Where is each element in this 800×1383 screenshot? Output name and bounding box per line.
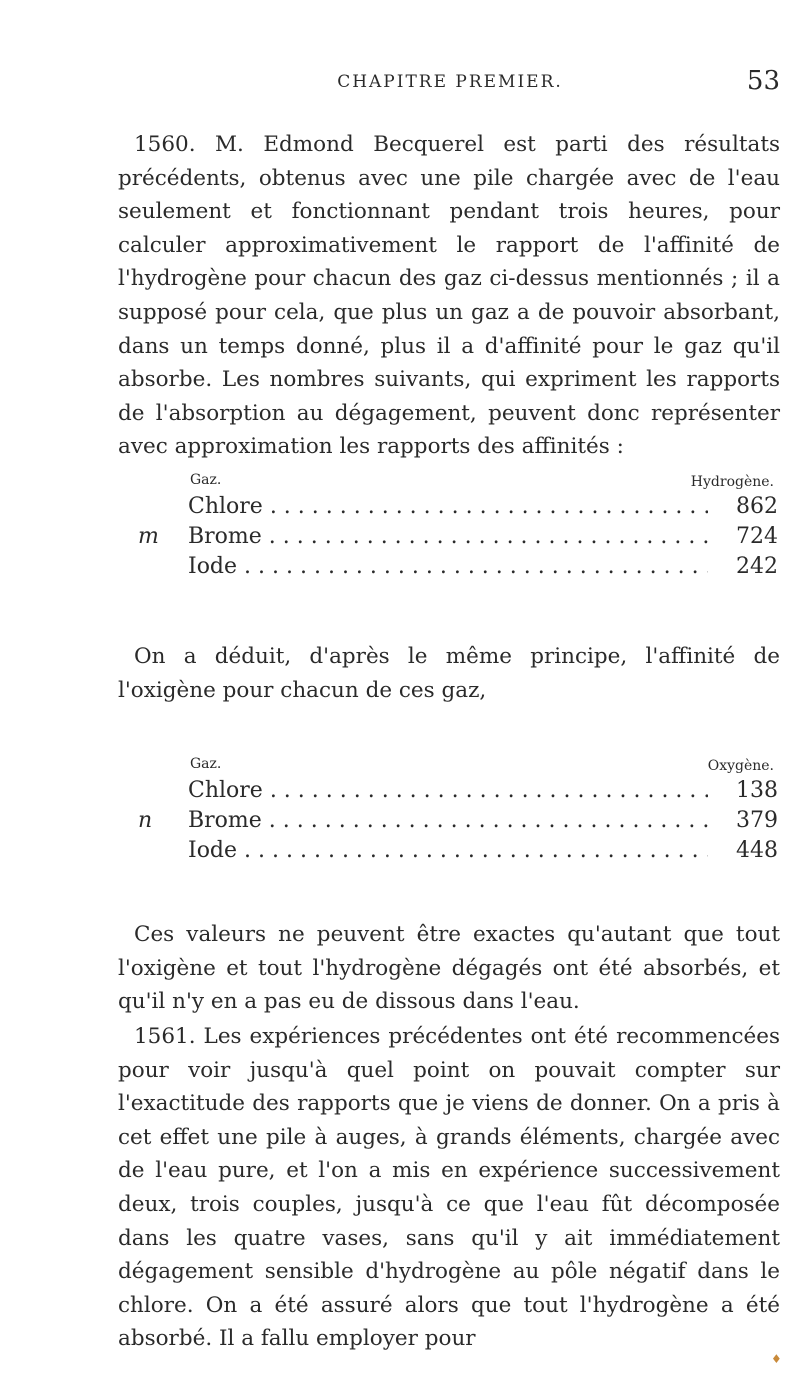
table-row <box>118 524 778 554</box>
gas-value: 862 <box>736 494 778 519</box>
hydrogen-affinity-table <box>118 468 778 584</box>
gas-name: Brome . . . <box>188 808 708 833</box>
gas-name: Chlore . . . <box>188 494 708 519</box>
table-row <box>118 494 778 524</box>
gas-value: 724 <box>736 524 778 549</box>
column-oxygen-label: Oxygène. <box>707 758 774 774</box>
gas-value: 379 <box>736 808 778 833</box>
column-gas-label: Gaz. <box>190 472 222 488</box>
column-hydrogen-label: Hydrogène. <box>690 474 774 490</box>
table-row <box>118 554 778 584</box>
column-gas-label: Gaz. <box>190 756 222 772</box>
oxygen-affinity-table <box>118 752 778 868</box>
gas-name: Chlore . . . <box>188 778 708 803</box>
gas-name: Brome . . . <box>188 524 708 549</box>
paragraph-1560: 1560. M. Edmond Becquerel est parti des résultats précédents, obtenus avec une pile chargée avec de l'eau seulement et fonctionnant pendant trois heures, pour calculer approximativement le rapport de l'affinité de l'hydrogène pour chacun des gaz ci-dessus mentionnés ; il a supposé pour cela, que plus un gaz a de pouvoir absorbant, dans un temps donné, plus il a d'affinité pour le gaz qu'il absorbe. Les nombres suivants, qui expriment les rapports de l'absorption au dégagement, peuvent donc représenter avec approximation les rapports des affinités : <box>118 132 780 460</box>
paragraph-values-note: Ces valeurs ne peuvent être exactes qu'autant que tout l'oxigène et tout l'hydrogène dégagés ont été absorbés, et qu'il n'y en a pas eu de dissous dans l'eau. <box>118 922 780 1015</box>
margin-mark: m <box>138 524 159 549</box>
gas-value: 138 <box>736 778 778 803</box>
gas-name: Iode . . . <box>188 838 708 863</box>
gas-name: Iode . . . <box>188 554 708 579</box>
page-header <box>120 66 780 100</box>
table-row <box>118 808 778 838</box>
paragraph-1561: 1561. Les expériences précédentes ont été recommencées pour voir jusqu'à quel point on pouvait compter sur l'exactitude des rapports que je viens de donner. On a pris à cet effet une pile à auges, à grands éléments, chargée avec de l'eau pure, et l'on a mis en expérience successivement deux, trois couples, jusqu'à ce que l'eau fût décomposée dans les quatre vases, sans qu'il y ait immédiatement dégagement sensible d'hydrogène au pôle négatif dans le chlore. On a été assuré alors que tout l'hydrogène a été absorbé. Il a fallu employer pour <box>118 1024 780 1352</box>
running-title: CHAPITRE PREMIER. <box>337 72 563 92</box>
margin-mark: n <box>138 808 153 833</box>
paragraph-oxygen-intro: On a déduit, d'après le même principe, l'affinité de l'oxigène pour chacun de ces gaz, <box>118 644 780 703</box>
ink-smudge: ♦ <box>771 1352 782 1366</box>
table-header <box>118 752 778 778</box>
table-row <box>118 778 778 808</box>
gas-value: 242 <box>736 554 778 579</box>
table-row <box>118 838 778 868</box>
gas-value: 448 <box>736 838 778 863</box>
page-number: 53 <box>746 66 780 96</box>
table-header <box>118 468 778 494</box>
